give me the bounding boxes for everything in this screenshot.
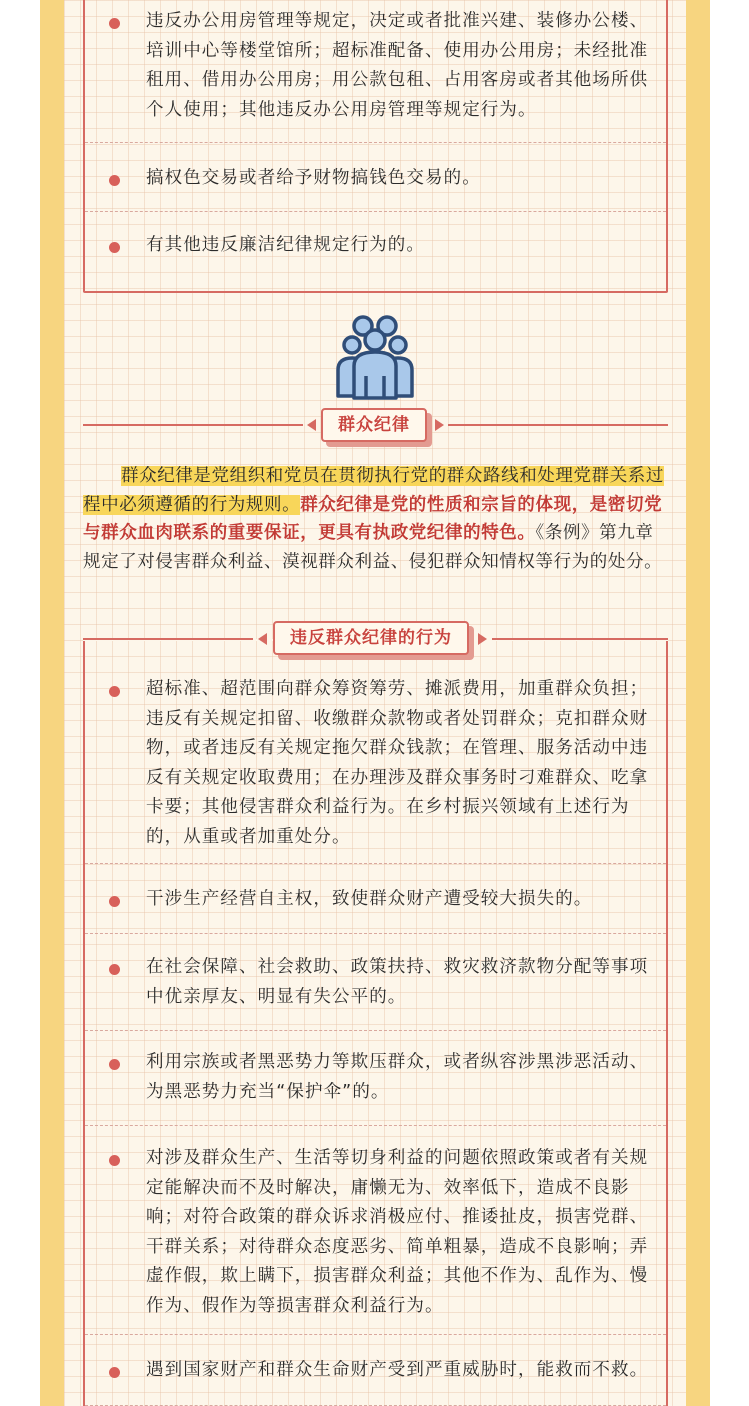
- list-item-text: 有其他违反廉洁纪律规定行为的。: [146, 235, 425, 255]
- bullet-dot: [109, 18, 120, 29]
- title-rule-right: [448, 424, 668, 426]
- bullet-dot: [109, 896, 120, 907]
- list-item-text: 干涉生产经营自主权，致使群众财产遭受较大损失的。: [146, 889, 593, 909]
- bullet-dot: [109, 1059, 120, 1070]
- dashed-divider: [85, 211, 666, 212]
- bullet-dot: [109, 686, 120, 697]
- section-paragraph: [83, 462, 668, 576]
- arrow-left-icon: [307, 419, 316, 431]
- paragraph-text: 《条例》第九章规定了对侵害群众利益、漠视群众利益、侵犯群众知情权等行为的处分。: [83, 523, 663, 572]
- bullet-dot: [109, 1367, 120, 1378]
- arrow-right-icon: [478, 633, 487, 645]
- bold-red-text: 群众纪律是党的性质和宗旨的体现，是密切党与群众血肉联系的重要保证，更具有执政党纪律的特色。: [83, 494, 663, 543]
- box-title-rule-left: [83, 638, 253, 640]
- list-item-text: 遇到国家财产和群众生命财产受到严重威胁时，能救而不救。: [146, 1360, 649, 1380]
- box-title-tag: 违反群众纪律的行为: [273, 621, 469, 655]
- dashed-divider: [85, 933, 666, 934]
- top-list-box: [83, 0, 668, 293]
- bottom-list-box: [83, 639, 668, 1406]
- bullet-dot: [109, 964, 120, 975]
- list-item-text: 在社会保障、社会救助、政策扶持、救灾救济款物分配等事项中优亲厚友、明显有失公平的。: [146, 957, 649, 1007]
- dashed-divider: [85, 1334, 666, 1335]
- bullet-dot: [109, 175, 120, 186]
- list-item-text: 超标准、超范围向群众筹资筹劳、摊派费用，加重群众负担；违反有关规定扣留、收缴群众款物或者处罚群众；克扣群众财物，或者违反有关规定拖欠群众钱款；在管理、服务活动中违反有关规定收取费用；在办理涉及群众事务时刁难群众、吃拿卡要；其他侵害群众利益行为。在乡村振兴领域有上述行为的，从重或者加重处分。: [146, 679, 649, 847]
- list-item-text: 利用宗族或者黑恶势力等欺压群众，或者纵容涉黑涉恶活动、为黑恶势力充当“保护伞”的。: [146, 1052, 649, 1102]
- highlighted-text: 群众纪律是党组织和党员在贯彻执行党的群众路线和处理党群关系过程中必须遵循的行为规则。: [83, 466, 664, 515]
- list-item-text: 违反办公用房管理等规定，决定或者批准兴建、装修办公楼、培训中心等楼堂馆所；超标准配备、使用办公用房；未经批准租用、借用办公用房；用公款包租、占用客房或者其他场所供个人使用；其他违反办公用房管理等规定行为。: [146, 11, 649, 120]
- dashed-divider: [85, 142, 666, 143]
- dashed-divider: [85, 1125, 666, 1126]
- bullet-dot: [109, 1155, 120, 1166]
- dashed-divider: [85, 863, 666, 864]
- dashed-divider: [85, 1030, 666, 1031]
- title-rule-left: [83, 424, 303, 426]
- list-item-text: 搞权色交易或者给予财物搞钱色交易的。: [146, 168, 481, 188]
- box-title-rule-right: [492, 638, 668, 640]
- arrow-right-icon: [435, 419, 444, 431]
- section-title-tag: 群众纪律: [321, 408, 427, 442]
- arrow-left-icon: [258, 633, 267, 645]
- list-item-text: 对涉及群众生产、生活等切身利益的问题依照政策或者有关规定能解决而不及时解决，庸懒无为、效率低下，造成不良影响；对符合政策的群众诉求消极应付、推诿扯皮，损害党群、干群关系；对待群众态度恶劣、简单粗暴，造成不良影响；弄虚作假，欺上瞒下，损害群众利益；其他不作为、乱作为、慢作为、假作为等损害群众利益行为。: [146, 1148, 649, 1316]
- bullet-dot: [109, 242, 120, 253]
- group-people-icon: [330, 308, 420, 400]
